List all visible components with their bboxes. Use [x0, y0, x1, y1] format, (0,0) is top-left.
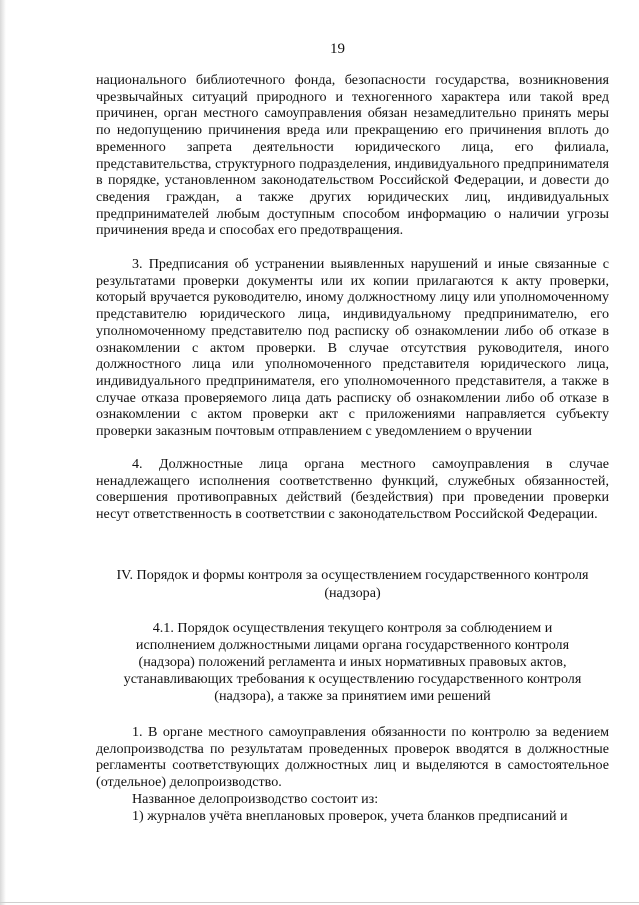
paragraph-continuation: национального библиотечного фонда, безопасности государства, возникновения чрезвычайных ситуаций природного и техногенного характера или такой вред причинен, орган местного самоуправления обязан незамедлительно принять меры по недопущению причинения вреда или прекращению его причинения вплоть до временного запрета деятельности юридического лица, его филиала, представительства, структурного подразделения, индивидуального предпринимателя в порядке, установленном законодательством Российской Федерации, и довести до сведения граждан, а также других юридических лиц, индивидуальных предпринимателей любым доступным способом информацию о наличии угрозы причинения вреда и способах его предотвращения.: [96, 72, 609, 239]
paragraph-item-4: 4. Должностные лица органа местного самоуправления в случае ненадлежащего исполнения соответственно функций, служебных обязанностей, совершения противоправных действий (бездействия) при проведении проверки несут ответственность в соответствии с законодательством Российской Федерации.: [96, 456, 609, 523]
subsection-title: 4.1. Порядок осуществления текущего контроля за соблюдением и исполнением должностными лицами органа государственного контроля (надзора) положений регламента и иных нормативных правовых актов, устанавливающих требования к осуществлению государственного контроля (надзора), а также за принятием ими решений: [123, 620, 582, 704]
paragraph-list-item-1: 1) журналов учёта внеплановых проверок, учета бланков предписаний и: [132, 808, 568, 824]
scan-edge-bottom: [0, 902, 639, 903]
paragraph-item-1: 1. В органе местного самоуправления обязанности по контролю за ведением делопроизводства по результатам проведенных проверок вводятся в должностные регламенты соответствующих должностных лиц и выделяются в самостоятельное (отдельное) делопроизводство.: [96, 724, 609, 791]
scan-edge-left: [0, 0, 6, 905]
section-title: IV. Порядок и формы контроля за осуществлением государственного контроля (надзора): [116, 567, 589, 601]
page-number: 19: [330, 41, 345, 57]
paragraph-item-3: 3. Предписания об устранении выявленных нарушений и иные связанные с результатами проверки документы или их копии прилагаются к акту проверки, который вручается руководителю, иному должностному лицу или уполномоченному представителю юридического лица, индивидуальному предпринимателю, его уполномоченному представителю под расписку об ознакомлении либо об отказе в ознакомлении с актом проверки. В случае отсутствия руководителя, иного должностного лица или уполномоченного представителя юридического лица, индивидуального предпринимателя, его уполномоченного представителя, а также в случае отказа проверяемого лица дать расписку об ознакомлении либо об отказе в ознакомлении с актом проверки акт с приложениями направляется субъекту проверки заказным почтовым отправлением с уведомлением о вручении: [96, 256, 609, 440]
paragraph-record-intro: Названное делопроизводство состоит из:: [132, 791, 379, 807]
